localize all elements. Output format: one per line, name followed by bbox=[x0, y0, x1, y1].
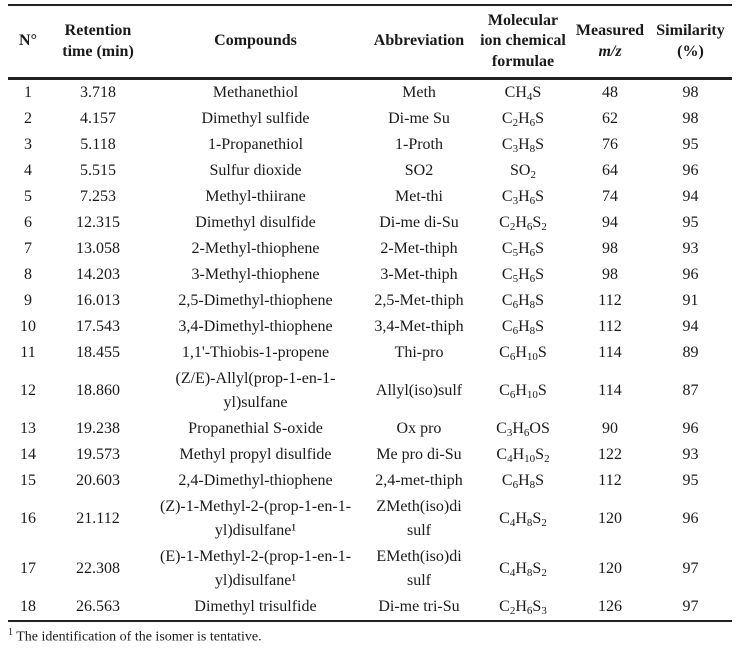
measured-label: Measured bbox=[575, 22, 645, 40]
cell-similarity: 94 bbox=[682, 318, 699, 336]
cell-number: 5 bbox=[24, 188, 32, 206]
cell-retention-time: 22.308 bbox=[76, 560, 120, 578]
cell-compound: 3-Methyl-thiophene bbox=[191, 266, 320, 284]
cell-formula: $C_4H_8S_2$ bbox=[499, 560, 547, 580]
table-row bbox=[8, 340, 732, 366]
cell-formula: $C_6H_8S$ bbox=[501, 472, 545, 492]
cell-formula: $C_5H_6S$ bbox=[501, 266, 545, 286]
cell-formula: $C_4H_{10}S_2$ bbox=[496, 446, 550, 466]
cell-number: 7 bbox=[24, 240, 32, 258]
cell-number: 13 bbox=[20, 420, 36, 438]
cell-abbreviation: Di-me Su bbox=[388, 110, 450, 128]
cell-number: 17 bbox=[20, 560, 36, 578]
cell-measured-mz: 122 bbox=[598, 446, 622, 464]
cell-compound: 3,4-Dimethyl-thiophene bbox=[178, 318, 333, 336]
cell-abbreviation: 2-Met-thiph bbox=[380, 240, 458, 258]
cell-retention-time: 21.112 bbox=[76, 510, 120, 528]
cell-similarity: 93 bbox=[682, 446, 699, 464]
cell-similarity: 98 bbox=[682, 110, 699, 128]
cell-similarity: 93 bbox=[682, 240, 699, 258]
cell-retention-time: 26.563 bbox=[76, 598, 120, 616]
cell-compound: Methyl propyl disulfide bbox=[179, 446, 332, 464]
cell-compound: Sulfur dioxide bbox=[209, 162, 302, 180]
cell-retention-time: 5.515 bbox=[80, 162, 116, 180]
cell-measured-mz: 114 bbox=[598, 382, 622, 400]
col-header-formula: Molecular ion chemical formulae bbox=[475, 5, 571, 79]
cell-retention-time: 12.315 bbox=[76, 214, 120, 232]
cell-compound: Propanethial S-oxide bbox=[188, 420, 323, 438]
cell-abbreviation: Meth bbox=[402, 84, 436, 102]
cell-formula: $C_6H_{10}S$ bbox=[499, 344, 547, 364]
cell-similarity: 91 bbox=[682, 292, 699, 310]
cell-compound: Methanethiol bbox=[212, 84, 299, 102]
cell-number: 6 bbox=[24, 214, 32, 232]
cell-abbreviation: SO2 bbox=[404, 162, 434, 180]
cell-compound: Dimethyl sulfide bbox=[201, 110, 310, 128]
footnote bbox=[8, 626, 732, 647]
cell-compound: (Z)-1-Methyl-2-(prop-1-en-1-yl)disulfane¹ bbox=[159, 498, 352, 540]
cell-number: 2 bbox=[24, 110, 32, 128]
cell-measured-mz: 98 bbox=[602, 266, 618, 284]
table-row bbox=[8, 314, 732, 340]
cell-similarity: 95 bbox=[682, 214, 699, 232]
table-row bbox=[8, 106, 732, 132]
cell-compound: Methyl-thiirane bbox=[205, 188, 306, 206]
cell-number: 14 bbox=[20, 446, 36, 464]
cell-formula: $SO_2$ bbox=[510, 162, 536, 182]
cell-formula: $C_4H_8S_2$ bbox=[499, 510, 547, 530]
footnote-text: The identification of the isomer is tentative. bbox=[16, 630, 262, 646]
cell-number: 1 bbox=[24, 84, 32, 102]
cell-measured-mz: 62 bbox=[602, 110, 618, 128]
header-row bbox=[8, 5, 732, 79]
table-row bbox=[8, 288, 732, 314]
cell-measured-mz: 114 bbox=[598, 344, 622, 362]
cell-retention-time: 4.157 bbox=[80, 110, 116, 128]
table-row bbox=[8, 79, 732, 107]
table-row bbox=[8, 594, 732, 621]
cell-similarity: 95 bbox=[682, 472, 699, 490]
cell-abbreviation: Allyl(iso)sulf bbox=[375, 382, 463, 400]
cell-retention-time: 19.573 bbox=[76, 446, 120, 464]
table-row bbox=[8, 442, 732, 468]
cell-abbreviation: EMeth(iso)di sulf bbox=[376, 548, 462, 590]
cell-retention-time: 19.238 bbox=[76, 420, 120, 438]
cell-similarity: 89 bbox=[682, 344, 699, 362]
cell-retention-time: 5.118 bbox=[80, 136, 116, 154]
cell-similarity: 95 bbox=[682, 136, 699, 154]
cell-number: 11 bbox=[20, 344, 36, 362]
cell-compound: 1-Propanethiol bbox=[207, 136, 304, 154]
cell-abbreviation: 3,4-Met-thiph bbox=[374, 318, 464, 336]
cell-abbreviation: Thi-pro bbox=[394, 344, 444, 362]
cell-formula: $C_3H_6S$ bbox=[501, 188, 545, 208]
cell-number: 9 bbox=[24, 292, 32, 310]
cell-formula: $C_6H_8S$ bbox=[501, 292, 545, 312]
cell-formula: $C_2H_6S_3$ bbox=[499, 598, 547, 618]
cell-similarity: 87 bbox=[682, 382, 699, 400]
table-header bbox=[8, 5, 732, 79]
cell-retention-time: 20.603 bbox=[76, 472, 120, 490]
table-row bbox=[8, 366, 732, 416]
cell-measured-mz: 126 bbox=[598, 598, 622, 616]
cell-abbreviation: Di-me di-Su bbox=[379, 214, 459, 232]
table-row bbox=[8, 494, 732, 544]
table-row bbox=[8, 184, 732, 210]
cell-similarity: 96 bbox=[682, 510, 699, 528]
cell-abbreviation: 3-Met-thiph bbox=[380, 266, 458, 284]
cell-similarity: 98 bbox=[682, 84, 699, 102]
cell-abbreviation: 2,4-met-thiph bbox=[375, 472, 463, 490]
col-header-similarity: Similarity (%) bbox=[649, 5, 732, 79]
col-header-abbreviation: Abbreviation bbox=[363, 5, 475, 79]
col-header-number: N° bbox=[8, 5, 48, 79]
cell-measured-mz: 74 bbox=[602, 188, 618, 206]
table-row bbox=[8, 158, 732, 184]
cell-abbreviation: Di-me tri-Su bbox=[378, 598, 460, 616]
cell-number: 8 bbox=[24, 266, 32, 284]
cell-measured-mz: 90 bbox=[602, 420, 618, 438]
cell-number: 12 bbox=[20, 382, 36, 400]
cell-compound: Dimethyl disulfide bbox=[195, 214, 316, 232]
cell-measured-mz: 112 bbox=[598, 292, 622, 310]
cell-measured-mz: 64 bbox=[602, 162, 618, 180]
table-row bbox=[8, 262, 732, 288]
cell-retention-time: 13.058 bbox=[76, 240, 120, 258]
cell-compound: Dimethyl trisulfide bbox=[194, 598, 317, 616]
cell-retention-time: 17.543 bbox=[76, 318, 120, 336]
cell-retention-time: 14.203 bbox=[76, 266, 120, 284]
cell-similarity: 97 bbox=[682, 560, 699, 578]
cell-similarity: 97 bbox=[682, 598, 699, 616]
cell-abbreviation: Me pro di-Su bbox=[376, 446, 462, 464]
cell-abbreviation: 1-Proth bbox=[395, 136, 443, 154]
cell-similarity: 96 bbox=[682, 162, 699, 180]
cell-compound: (Z/E)-Allyl(prop-1-en-1-yl)sulfane bbox=[175, 370, 336, 412]
cell-retention-time: 18.860 bbox=[76, 382, 120, 400]
cell-compound: 1,1'-Thiobis-1-propene bbox=[181, 344, 330, 362]
cell-similarity: 96 bbox=[682, 266, 699, 284]
cell-measured-mz: 48 bbox=[602, 84, 618, 102]
col-header-retention-time: Retention time (min) bbox=[48, 5, 148, 79]
cell-formula: $C_2H_6S_2$ bbox=[499, 214, 547, 234]
cell-number: 10 bbox=[20, 318, 36, 336]
cell-formula: $CH_4S$ bbox=[504, 84, 542, 104]
cell-retention-time: 3.718 bbox=[80, 84, 116, 102]
cell-compound: 2,5-Dimethyl-thiophene bbox=[178, 292, 333, 310]
table-row bbox=[8, 416, 732, 442]
cell-compound: 2,4-Dimethyl-thiophene bbox=[178, 472, 333, 490]
cell-measured-mz: 98 bbox=[602, 240, 618, 258]
cell-formula: $C_6H_{10}S$ bbox=[499, 382, 547, 402]
cell-similarity: 96 bbox=[682, 420, 699, 438]
cell-formula: $C_3H_8S$ bbox=[501, 136, 545, 156]
col-header-compounds: Compounds bbox=[148, 5, 363, 79]
cell-formula: $C_5H_6S$ bbox=[501, 240, 545, 260]
cell-abbreviation: Met-thi bbox=[395, 188, 443, 206]
cell-abbreviation: 2,5-Met-thiph bbox=[374, 292, 464, 310]
cell-measured-mz: 112 bbox=[598, 472, 622, 490]
table-row bbox=[8, 236, 732, 262]
cell-number: 4 bbox=[24, 162, 32, 180]
cell-formula: $C_6H_8S$ bbox=[501, 318, 545, 338]
cell-retention-time: 16.013 bbox=[76, 292, 120, 310]
cell-number: 15 bbox=[20, 472, 36, 490]
cell-measured-mz: 94 bbox=[602, 214, 618, 232]
mz-label: m/z bbox=[598, 42, 622, 60]
cell-retention-time: 18.455 bbox=[76, 344, 120, 362]
compounds-table bbox=[8, 4, 732, 622]
cell-retention-time: 7.253 bbox=[80, 188, 116, 206]
cell-number: 3 bbox=[24, 136, 32, 154]
cell-compound: (E)-1-Methyl-2-(prop-1-en-1-yl)disulfane¹ bbox=[159, 548, 352, 590]
cell-number: 16 bbox=[20, 510, 36, 528]
cell-measured-mz: 76 bbox=[602, 136, 618, 154]
cell-number: 18 bbox=[20, 598, 36, 616]
table-row bbox=[8, 132, 732, 158]
cell-formula: $C_3H_6OS$ bbox=[496, 420, 550, 440]
table-row bbox=[8, 544, 732, 594]
cell-formula: $C_2H_6S$ bbox=[501, 110, 545, 130]
cell-abbreviation: Ox pro bbox=[396, 420, 442, 438]
cell-measured-mz: 120 bbox=[598, 560, 622, 578]
table-body bbox=[8, 79, 732, 622]
table-row bbox=[8, 468, 732, 494]
col-header-measured-mz bbox=[571, 5, 649, 79]
cell-measured-mz: 112 bbox=[598, 318, 622, 336]
footnote-marker: 1 bbox=[8, 627, 13, 639]
cell-compound: 2-Methyl-thiophene bbox=[191, 240, 320, 258]
cell-similarity: 94 bbox=[682, 188, 699, 206]
cell-measured-mz: 120 bbox=[598, 510, 622, 528]
table-row bbox=[8, 210, 732, 236]
cell-abbreviation: ZMeth(iso)di sulf bbox=[376, 498, 462, 540]
